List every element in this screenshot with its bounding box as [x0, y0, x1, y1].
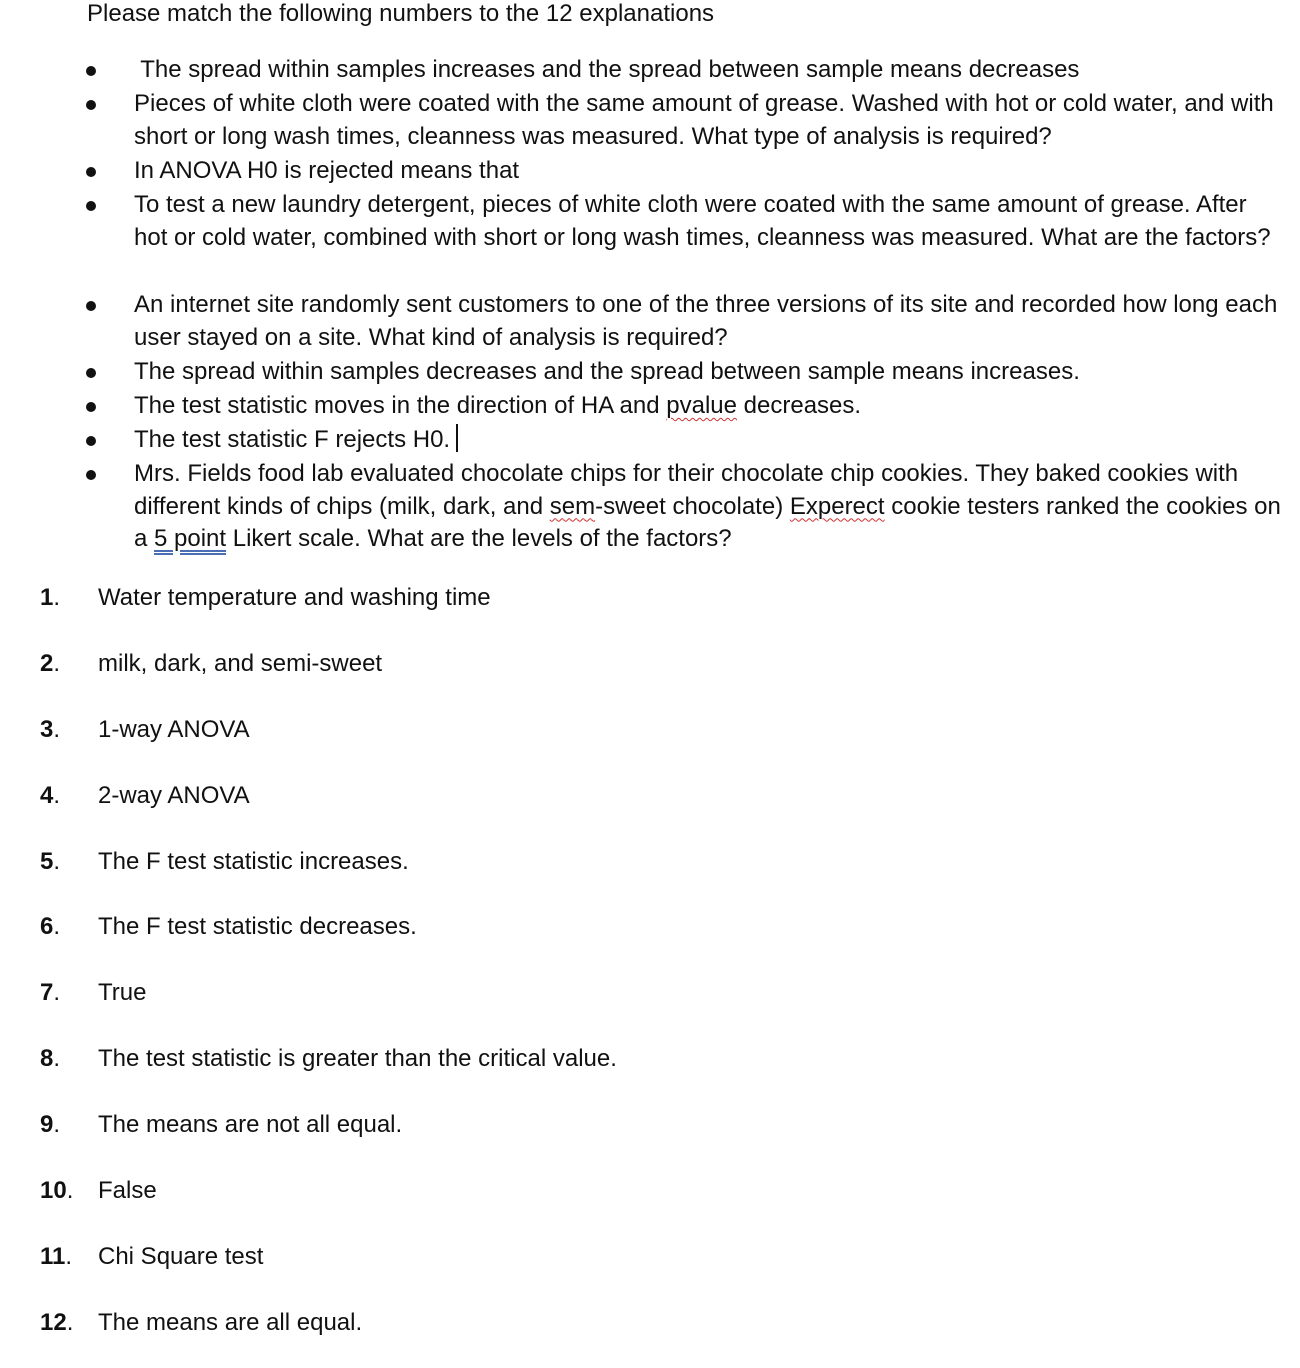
numbered-item [0, 1042, 1300, 1076]
item-number: 6. [40, 913, 61, 940]
numbered-item [0, 647, 1300, 681]
bullet-text: The spread within samples increases and the spread between sample means decreases [134, 56, 1080, 83]
text-cursor [456, 424, 458, 452]
numbered-item [0, 845, 1300, 879]
bullet-text-part: cookie testers ranked the cookies on a [134, 492, 1288, 552]
item-text: The test statistic is greater than the critical value. [98, 1045, 617, 1072]
item-number-value: 12 [40, 1309, 67, 1336]
bullet-text-part: Mrs. Fields food lab evaluated chocolate chips for their chocolate chip cookies. They baked cookies with different kinds of chips (milk, dark, and [134, 460, 1245, 520]
item-number-value: 6 [40, 913, 54, 940]
item-text: The F test statistic decreases. [98, 913, 417, 940]
item-text: The means are all equal. [98, 1309, 363, 1336]
bullet-dot-icon [86, 167, 96, 177]
item-number: 4. [40, 782, 61, 809]
item-text: Water temperature and washing time [98, 584, 491, 611]
item-text: The F test statistic increases. [98, 848, 409, 875]
numbered-item [0, 713, 1300, 747]
item-number: 10. [40, 1177, 74, 1204]
item-number: 2. [40, 650, 61, 677]
bullet-dot-icon [86, 201, 96, 211]
item-text: milk, dark, and semi-sweet [98, 650, 383, 677]
item-number-value: 2 [40, 650, 54, 677]
bullet-dot-icon [86, 301, 96, 311]
item-number-value: 1 [40, 584, 54, 611]
bullet-text: To test a new laundry detergent, pieces of white cloth were coated with the same amount of grease. After hot or cold water, combined with short or long wash times, cleanness was measured. What are the factors? [134, 191, 1271, 251]
grammar-flagged-phrase[interactable]: 5 point [154, 525, 227, 552]
bullet-dot-icon [86, 66, 96, 76]
spelling-flagged-word[interactable]: Experect [789, 492, 885, 520]
item-number-value: 10 [40, 1177, 67, 1204]
item-text: 2-way ANOVA [98, 782, 250, 809]
bullet-dot-icon [86, 402, 96, 412]
item-number: 5. [40, 848, 61, 875]
item-text: Chi Square test [98, 1243, 264, 1270]
item-number: 7. [40, 979, 61, 1006]
item-number-value: 4 [40, 782, 54, 809]
item-number: 9. [40, 1111, 61, 1138]
spelling-flagged-word[interactable]: pvalue [666, 392, 737, 419]
numbered-item [0, 1174, 1300, 1208]
bullet-text: An internet site randomly sent customers to one of the three versions of its site and recorded how long each user stayed on a site. What kind of analysis is required? [134, 291, 1278, 351]
bullet-text-part: The test statistic F rejects H0. [134, 426, 451, 453]
numbered-item [0, 779, 1300, 813]
bullet-text [134, 458, 1288, 556]
item-number-value: 7 [40, 979, 54, 1006]
bullet-text [134, 390, 1284, 423]
bullet-dot-icon [86, 436, 96, 446]
bullet-text: Pieces of white cloth were coated with the same amount of grease. Washed with hot or cold water, and with short or long wash times, cleanness was measured. What type of analysis is required? [134, 90, 1274, 150]
numbered-item [0, 1108, 1300, 1142]
instructions-heading: Please match the following numbers to the 12 explanations [87, 0, 715, 27]
item-number: 1. [40, 584, 61, 611]
numbered-item [0, 1240, 1300, 1274]
item-number-value: 8 [40, 1045, 54, 1072]
numbered-item [0, 581, 1300, 615]
numbered-item [0, 1306, 1300, 1340]
numbered-item [0, 976, 1300, 1010]
item-text: True [98, 979, 147, 1006]
item-number-value: 9 [40, 1111, 54, 1138]
bullet-text[interactable] [134, 424, 1284, 457]
bullet-text-part: The test statistic moves in the direction of HA and [134, 392, 667, 419]
spelling-flagged-word[interactable]: sem [549, 492, 596, 520]
item-number: 3. [40, 716, 61, 743]
bullet-dot-icon [86, 368, 96, 378]
bullet-text-part: decreases. [737, 392, 862, 419]
item-number-value: 11 [40, 1243, 66, 1270]
item-number: 11. [40, 1243, 73, 1270]
item-text: 1-way ANOVA [98, 716, 250, 743]
bullet-text-part: Likert scale. What are the levels of the factors? [226, 525, 732, 552]
bullet-dot-icon [86, 470, 96, 480]
item-number: 12. [40, 1309, 74, 1336]
bullet-text-part: -sweet chocolate) [595, 492, 790, 520]
item-text: The means are not all equal. [98, 1111, 403, 1138]
item-number: 8. [40, 1045, 61, 1072]
item-number-value: 3 [40, 716, 54, 743]
item-number-value: 5 [40, 848, 54, 875]
numbered-item [0, 910, 1300, 944]
bullet-dot-icon [86, 100, 96, 110]
item-text: False [98, 1177, 157, 1204]
bullet-text: In ANOVA H0 is rejected means that [134, 157, 520, 184]
bullet-text: The spread within samples decreases and the spread between sample means increases. [134, 358, 1080, 385]
